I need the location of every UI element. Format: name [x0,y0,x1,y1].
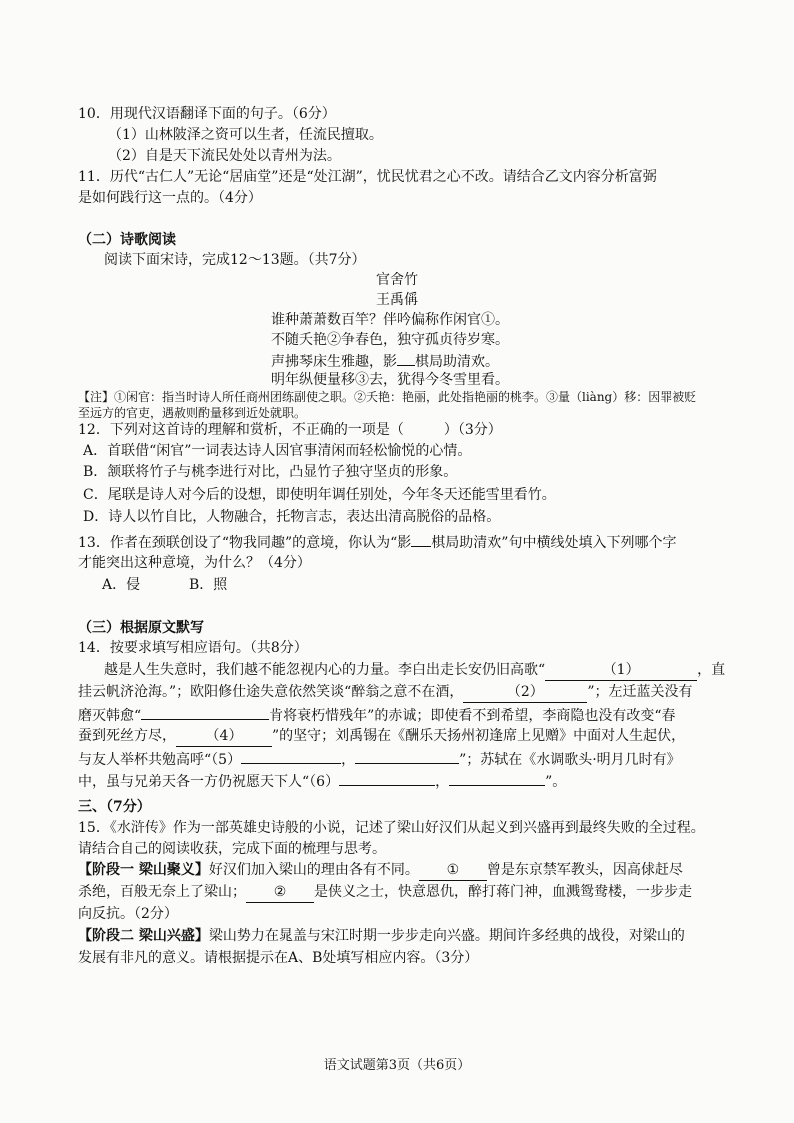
q14-blank-3[interactable] [141,704,269,720]
q14-para-line-5 [78,748,681,770]
q14-text-5b: ， [341,752,356,768]
q14-para-line-4 [78,726,685,747]
q10-stem: 10．用现代汉语翻译下面的句子。（6分） [78,106,336,122]
q15-stage-2 [78,926,685,946]
q15-line-7: 发展有非凡的意义。请根据提示在A、B处填写相应内容。（3分） [78,950,479,966]
q12-option-d: D．诗人以竹自比，人物融合，托物言志，表达出清高脱俗的品格。 [83,509,501,525]
q14-text-6c: ”。 [545,774,567,790]
q14-text-1a: 越是人生失意时，我们越不能忽视内心的力量。李白出走长安仍旧高歌“ [104,662,546,678]
q14-text-2b: ”；左迁蓝关没有 [587,684,693,700]
q14-blank-6b[interactable] [449,770,545,786]
q13-option-a: A．侵 [102,577,141,593]
q14-para-line-3 [78,704,676,726]
q14-blank-5b[interactable] [355,748,459,764]
q13-blank [411,531,431,547]
poem-author: 王禹偁 [376,292,418,308]
q13-option-b: B．照 [189,577,228,593]
poem-line-3 [271,350,499,372]
q13-line-2: 才能突出这种意境，为什么？（4分） [78,555,311,571]
poem-note-line-1: 【注】①闲官：指当时诗人所任商州团练副使之职。②夭艳：艳丽，此处指艳丽的桃李。③量（liàng）移：因罪被贬 [78,390,697,404]
poetry-intro: 阅读下面宋诗，完成12～13题。（共7分） [104,252,366,268]
q15-line-4 [78,882,692,903]
q14-blank-5a[interactable] [241,748,341,764]
poem-title: 官舍竹 [376,272,418,288]
poem-line-4: 明年纵便量移③去，犹得今冬雪里看。 [271,372,509,388]
q14-text-4b: ”的坚守；刘禹锡在《酬乐天扬州初逢席上见赠》中面对人生起伏， [272,728,686,744]
q14-text-1b: ，直 [697,662,726,678]
q12-option-a: A．首联借“闲官”一词表达诗人因官事清闲而轻松愉悦的心情。 [83,443,472,459]
poem-line-2: 不随夭艳②争春色，独守孤贞待岁寒。 [271,332,509,348]
q14-text-5c: ”；苏轼在《水调歌头·明月几时有》 [459,752,681,768]
section-dictation-heading: （三）根据原文默写 [78,620,204,636]
stage-1-text-a: 好汉们加入梁山的理由各有不同。 [208,862,419,878]
q12-stem-b: ）（3分） [443,422,502,438]
q14-text-2a: 挂云帆济沧海。”；欧阳修仕途失意依然笑谈“醉翁之意不在酒， [78,684,464,700]
page-footer: 语文试题第3页（共6页） [323,1058,471,1073]
q15-text-4a: 杀绝，百般无奈上了梁山； [78,884,246,900]
stage-1-text-b: 曾是东京禁军教头，因高俅赶尽 [486,862,683,878]
q14-text-3b: 肯将衰朽惜残年”的赤诚；即使看不到希望，李商隐也没有改变“春 [269,708,676,724]
q15-blank-2[interactable]: ② [246,882,314,903]
poem-blank [397,350,415,366]
q14-blank-6a[interactable] [339,770,435,786]
q14-para-line-6 [78,770,566,792]
q14-text-6b: ， [435,774,450,790]
q14-text-5a: 与友人举杯共勉高呼“（5） [78,752,242,768]
q12-option-c: C．尾联是诗人对今后的设想，即使明年调任别处，今年冬天还能雪里看竹。 [83,487,556,503]
q14-para-line-2 [78,682,693,703]
poem-note-line-2: 至远方的官吏，遇赦则酌量移到近处就职。 [78,406,307,420]
q13-line-1 [78,531,676,553]
q14-blank-2[interactable]: （2） [463,682,587,703]
q11-line-1: 11．历代“古仁人”无论“居庙堂”还是“处江湖”，忧民忧君之心不改。请结合乙文内容分析富弼 [78,169,657,185]
q13-line-1-a: 13．作者在颈联创设了“物我同趣”的意境，你认为“影 [78,535,412,551]
poem-line-1: 谁种萧萧数百竿？伴吟偏称作闲官①。 [271,312,509,328]
q15-line-5: 向反抗。（2分） [78,906,178,922]
q14-blank-4[interactable]: （4） [176,726,272,747]
q10-sentence-1: （1）山林陂泽之资可以生者，任流民擅取。 [108,127,383,143]
q15-line-1: 15．《水浒传》作为一部英雄史诗般的小说，记述了梁山好汉们从起义到兴盛再到最终失败的全过程。 [78,820,705,836]
stage-1-label: 【阶段一 梁山聚义】 [78,862,209,878]
q15-text-4b: 是侠义之士，快意恩仇，醉打蒋门神，血溅鸳鸯楼，一步步走 [314,884,692,900]
q12-stem [78,420,502,440]
poem-line-3-a: 声拂琴床生雅趣，影 [271,354,397,370]
q10-sentence-2: （2）自是天下流民处处以青州为法。 [108,148,341,164]
q15-stage-1 [78,860,683,881]
q14-para-line-1 [104,660,725,681]
q12-option-b: B．颔联将竹子与桃李进行对比，凸显竹子独守坚贞的形象。 [83,464,458,480]
q14-text-4a: 蚕到死丝方尽， [78,728,176,744]
q15-blank-1[interactable]: ① [419,860,487,881]
part-3-heading: 三、（7分） [78,799,151,815]
q13-line-1-b: 棋局助清欢”句中横线处填入下列哪个字 [431,535,677,551]
q14-stem: 14．按要求填写相应语句。（共8分） [78,640,308,656]
q12-stem-a: 12．下列对这首诗的理解和赏析，不正确的一项是（ [78,422,404,438]
section-poetry-heading: （二）诗歌阅读 [78,232,176,248]
q14-text-6a: 中，虽与兄弟天各一方仍祝愿天下人“（6） [78,774,340,790]
stage-2-text: 梁山势力在晁盖与宋江时期一步步走向兴盛。期间许多经典的战役，对梁山的 [208,928,685,944]
q15-line-2: 请结合自己的阅读收获，完成下面的梳理与思考。 [78,841,386,857]
q14-text-3a: 磨灭韩愈“ [78,708,142,724]
q14-blank-1[interactable]: （1） [545,660,697,681]
poem-line-3-b: 棋局助清欢。 [415,354,499,370]
q11-line-2: 是如何践行这一点的。（4分） [78,190,262,206]
stage-2-label: 【阶段二 梁山兴盛】 [78,928,209,944]
